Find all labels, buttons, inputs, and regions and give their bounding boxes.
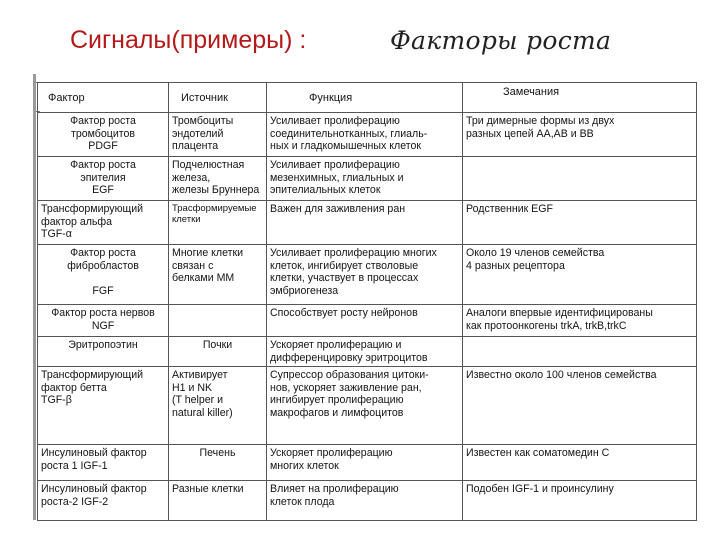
table-row — [38, 337, 697, 367]
function-cell: Ускоряет пролиферацию многих клеток — [267, 445, 463, 481]
source-cell: Печень — [169, 445, 267, 481]
notes-cell: Известно около 100 членов семейства — [463, 367, 697, 445]
function-cell: Супрессор образования цитоки- нов, ускоряет заживление ран, ингибирует пролиферацию макрофагов и лимфоцитов — [267, 367, 463, 445]
source-cell: Активирует H1 и NK (T helper и natural killer) — [169, 367, 267, 445]
table-row — [38, 113, 697, 157]
slide-title-right: Факторы роста — [390, 26, 612, 55]
table-header-row — [38, 83, 697, 113]
growth-factors-table — [37, 82, 697, 521]
slide-title-left: Сигналы(примеры) : — [70, 26, 307, 54]
function-cell: Усиливает пролиферацию мезенхимных, глиальных и эпителиальных клеток — [267, 157, 463, 201]
header-factor: Фактор — [38, 83, 169, 113]
function-cell: Ускоряет пролиферацию и дифференцировку эритроцитов — [267, 337, 463, 367]
factor-cell: Инсулиновый фактор роста 1 IGF-1 — [38, 445, 169, 481]
table-row — [38, 157, 697, 201]
factor-cell: Трансформирующий фактор бетта TGF-β — [38, 367, 169, 445]
notes-cell: Подобен IGF-1 и проинсулину — [463, 481, 697, 521]
source-cell: Многие клетки связан с белками ММ — [169, 245, 267, 305]
table-row — [38, 481, 697, 521]
source-cell: Разные клетки — [169, 481, 267, 521]
table-row — [38, 445, 697, 481]
table-row — [38, 245, 697, 305]
factor-cell: Фактор роста эпителия EGF — [38, 157, 169, 201]
notes-cell: Около 19 членов семейства 4 разных рецептора — [463, 245, 697, 305]
source-cell — [169, 305, 267, 337]
function-cell: Усиливает пролиферацию соединительнотканных, глиаль- ных и гладкомышечных клеток — [267, 113, 463, 157]
growth-factors-table-container — [37, 82, 696, 520]
header-function: Функция — [267, 83, 463, 113]
table-row — [38, 201, 697, 245]
table-row — [38, 305, 697, 337]
function-cell: Усиливает пролиферацию многих клеток, ингибирует стволовые клетки, участвует в процессах эмбриогенеза — [267, 245, 463, 305]
source-cell: Подчелюстная железа, железы Бруннера — [169, 157, 267, 201]
factor-cell: Инсулиновый фактор роста-2 IGF-2 — [38, 481, 169, 521]
notes-cell: Три димерные формы из двух разных цепей АА,АВ и ВВ — [463, 113, 697, 157]
left-border-rule — [33, 74, 36, 520]
function-cell: Способствует росту нейронов — [267, 305, 463, 337]
source-cell: Тромбоциты эндотелий плацента — [169, 113, 267, 157]
notes-cell: Аналоги впервые идентифицированы как протоонкогены trkA, trkB,trkC — [463, 305, 697, 337]
factor-cell: Фактор роста фибробластов FGF — [38, 245, 169, 305]
factor-cell: Трансформирующий фактор альфа TGF-α — [38, 201, 169, 245]
header-notes: Замечания — [463, 83, 697, 113]
notes-cell: Известен как соматомедин С — [463, 445, 697, 481]
function-cell: Важен для заживления ран — [267, 201, 463, 245]
factor-cell: Фактор роста нервов NGF — [38, 305, 169, 337]
header-source: Источник — [169, 83, 267, 113]
function-cell: Влияет на пролиферацию клеток плода — [267, 481, 463, 521]
source-cell: Почки — [169, 337, 267, 367]
notes-cell: Родственник EGF — [463, 201, 697, 245]
factor-cell: Фактор роста тромбоцитов PDGF — [38, 113, 169, 157]
notes-cell — [463, 157, 697, 201]
factor-cell: Эритропоэтин — [38, 337, 169, 367]
notes-cell — [463, 337, 697, 367]
source-cell: Трасформируемые клетки — [169, 201, 267, 245]
table-row — [38, 367, 697, 445]
